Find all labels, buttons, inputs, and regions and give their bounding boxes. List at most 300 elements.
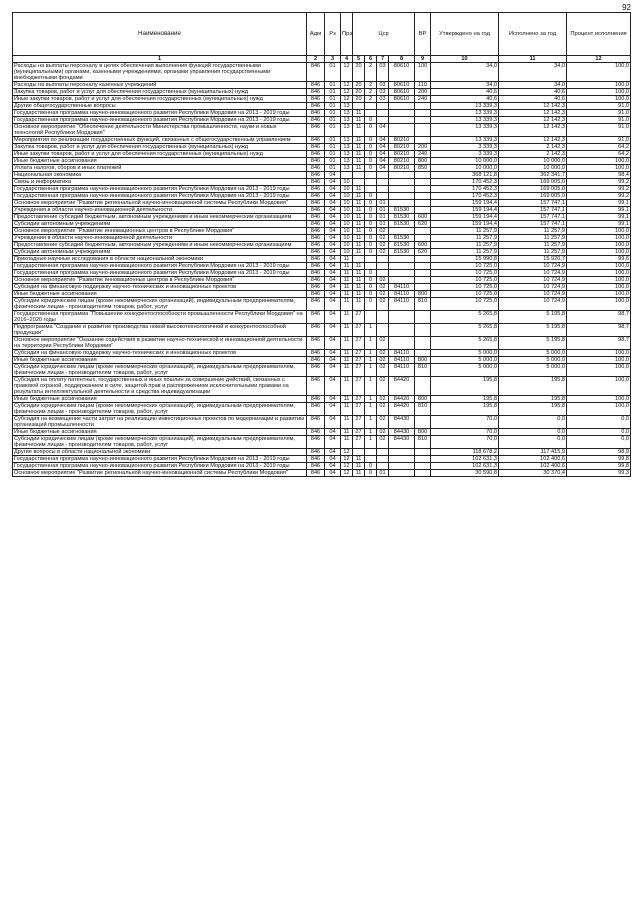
executed-amount-cell: 117 415,9	[499, 449, 567, 456]
vr-cell: 240	[415, 96, 431, 103]
csr-program-cell: 27	[353, 403, 365, 416]
column-number: 7	[377, 56, 389, 63]
adm-cell: 846	[307, 172, 325, 179]
prz-cell: 12	[341, 456, 353, 463]
csr-direction-cell	[389, 179, 415, 186]
vr-cell: 800	[415, 291, 431, 298]
approved-amount-cell: 5 000,0	[431, 350, 499, 357]
table-row	[13, 82, 631, 89]
vr-cell: 800	[415, 357, 431, 364]
approved-amount-cell: 13 339,3	[431, 137, 499, 144]
adm-cell: 846	[307, 311, 325, 324]
rz-cell: 04	[325, 186, 341, 193]
table-row	[13, 207, 631, 214]
table-row	[13, 144, 631, 151]
prz-cell: 12	[341, 89, 353, 96]
prz-cell: 10	[341, 242, 353, 249]
vr-cell	[415, 193, 431, 200]
csr-event-cell	[377, 193, 389, 200]
percent-cell: 99,1	[567, 207, 631, 214]
csr-event-cell: 02	[377, 235, 389, 242]
table-row	[13, 416, 631, 429]
executed-amount-cell: 40,6	[499, 96, 567, 103]
csr-direction-cell	[389, 277, 415, 284]
rz-cell: 04	[325, 200, 341, 207]
csr-event-cell: 04	[377, 158, 389, 165]
csr-program-cell: 11	[353, 200, 365, 207]
csr-program-cell: 27	[353, 377, 365, 396]
csr-subprogram-cell: 1	[365, 337, 377, 350]
approved-amount-cell: 102 631,3	[431, 456, 499, 463]
csr-subprogram-cell: 0	[365, 470, 377, 477]
vr-cell: 810	[415, 364, 431, 377]
row-name-cell: Основное мероприятие "Развитие инновационных центров в Республике Мордовия"	[13, 228, 307, 235]
row-name-cell: Иные бюджетные ассигнования	[13, 357, 307, 364]
rz-cell: 01	[325, 89, 341, 96]
csr-event-cell: 02	[377, 277, 389, 284]
adm-cell: 846	[307, 256, 325, 263]
table-row	[13, 186, 631, 193]
table-row	[13, 396, 631, 403]
header-approved: Утверждено на год	[431, 13, 499, 56]
csr-event-cell	[377, 324, 389, 337]
executed-amount-cell: 0,0	[499, 416, 567, 429]
executed-amount-cell: 11 257,9	[499, 242, 567, 249]
vr-cell	[415, 470, 431, 477]
row-name-cell: Основное мероприятие "Развитие инновационных центров в Республике Мордовия"	[13, 277, 307, 284]
vr-cell	[415, 103, 431, 110]
table-row	[13, 96, 631, 103]
executed-amount-cell: 102 400,6	[499, 456, 567, 463]
csr-program-cell: 11	[353, 463, 365, 470]
adm-cell: 846	[307, 214, 325, 221]
row-name-cell: Иные бюджетные ассигнования	[13, 429, 307, 436]
csr-program-cell: 27	[353, 436, 365, 449]
csr-direction-cell	[389, 193, 415, 200]
approved-amount-cell: 70,0	[431, 436, 499, 449]
csr-program-cell: 11	[353, 151, 365, 158]
row-name-cell: Субсидия на оплату патентных, государственных и иных пошлин за совершение действий, связанных с правовой охраной, поддержанием в силе, защитой прав и распоряжением исключительными правами на результаты интеллектуальной деятельности и средства индивидуализации	[13, 377, 307, 396]
csr-event-cell	[377, 463, 389, 470]
rz-cell: 01	[325, 137, 341, 144]
vr-cell	[415, 456, 431, 463]
rz-cell: 04	[325, 235, 341, 242]
header-row	[13, 13, 631, 56]
vr-cell	[415, 270, 431, 277]
vr-cell: 240	[415, 151, 431, 158]
csr-direction-cell	[389, 200, 415, 207]
csr-direction-cell	[389, 337, 415, 350]
table-row	[13, 337, 631, 350]
csr-program-cell: 11	[353, 193, 365, 200]
prz-cell: 11	[341, 377, 353, 396]
vr-cell	[415, 337, 431, 350]
table-row	[13, 463, 631, 470]
percent-cell: 100,0	[567, 228, 631, 235]
table-row	[13, 124, 631, 137]
csr-program-cell: 11	[353, 291, 365, 298]
header-executed: Исполнено за год	[499, 13, 567, 56]
percent-cell: 98,7	[567, 337, 631, 350]
csr-program-cell: 11	[353, 284, 365, 291]
vr-cell	[415, 324, 431, 337]
adm-cell: 846	[307, 165, 325, 172]
table-row	[13, 103, 631, 110]
executed-amount-cell: 2 142,3	[499, 151, 567, 158]
table-row	[13, 110, 631, 117]
prz-cell: 11	[341, 357, 353, 364]
csr-subprogram-cell: 0	[365, 228, 377, 235]
csr-direction-cell: 84430	[389, 416, 415, 429]
csr-event-cell: 03	[377, 82, 389, 89]
prz-cell: 11	[341, 284, 353, 291]
row-name-cell: Субсидии юридическим лицам (кроме некоммерческих организаций), индивидуальным предпринимателям, физическим лицам - производителям товаров, работ, услуг	[13, 403, 307, 416]
table-row	[13, 429, 631, 436]
approved-amount-cell: 40,6	[431, 96, 499, 103]
adm-cell: 846	[307, 242, 325, 249]
prz-cell: 10	[341, 207, 353, 214]
prz-cell: 11	[341, 337, 353, 350]
csr-direction-cell	[389, 186, 415, 193]
csr-direction-cell: 84110	[389, 284, 415, 291]
adm-cell: 846	[307, 429, 325, 436]
csr-event-cell: 02	[377, 364, 389, 377]
table-row	[13, 291, 631, 298]
rz-cell: 01	[325, 103, 341, 110]
csr-direction-cell: 80210	[389, 151, 415, 158]
csr-subprogram-cell: 0	[365, 124, 377, 137]
header-vr: ВР	[415, 13, 431, 56]
csr-event-cell: 01	[377, 207, 389, 214]
approved-amount-cell: 10 725,0	[431, 277, 499, 284]
csr-direction-cell: 84110	[389, 291, 415, 298]
csr-direction-cell	[389, 117, 415, 124]
row-name-cell: Другие вопросы в области национальной экономики	[13, 449, 307, 456]
executed-amount-cell: 2 142,3	[499, 144, 567, 151]
csr-event-cell: 03	[377, 89, 389, 96]
csr-event-cell	[377, 311, 389, 324]
adm-cell: 846	[307, 151, 325, 158]
percent-cell: 64,2	[567, 151, 631, 158]
executed-amount-cell: 195,8	[499, 377, 567, 396]
approved-amount-cell: 11 257,9	[431, 242, 499, 249]
csr-event-cell: 02	[377, 242, 389, 249]
prz-cell: 10	[341, 200, 353, 207]
adm-cell: 846	[307, 277, 325, 284]
approved-amount-cell: 159 194,4	[431, 200, 499, 207]
prz-cell: 10	[341, 193, 353, 200]
approved-amount-cell: 13 339,3	[431, 103, 499, 110]
vr-cell: 100	[415, 63, 431, 82]
adm-cell: 846	[307, 200, 325, 207]
rz-cell: 04	[325, 403, 341, 416]
csr-direction-cell	[389, 110, 415, 117]
approved-amount-cell: 15 990,8	[431, 256, 499, 263]
csr-subprogram-cell: 1	[365, 396, 377, 403]
approved-amount-cell: 159 194,4	[431, 207, 499, 214]
prz-cell: 12	[341, 463, 353, 470]
percent-cell: 100,0	[567, 63, 631, 82]
prz-cell: 11	[341, 364, 353, 377]
csr-direction-cell	[389, 172, 415, 179]
csr-direction-cell	[389, 270, 415, 277]
executed-amount-cell: 5 000,0	[499, 364, 567, 377]
row-name-cell: Субсидии юридическим лицам (кроме некоммерческих организаций), индивидуальным предпринимателям, физическим лицам - производителям товаров, работ, услуг	[13, 436, 307, 449]
header-percent: Процент исполнения	[567, 13, 631, 56]
table-row	[13, 214, 631, 221]
rz-cell: 04	[325, 377, 341, 396]
rz-cell: 04	[325, 221, 341, 228]
column-number: 8	[389, 56, 415, 63]
csr-subprogram-cell: 0	[365, 117, 377, 124]
csr-subprogram-cell	[365, 110, 377, 117]
csr-event-cell: 02	[377, 429, 389, 436]
csr-subprogram-cell	[365, 103, 377, 110]
approved-amount-cell: 368 121,8	[431, 172, 499, 179]
percent-cell: 91,0	[567, 117, 631, 124]
percent-cell: 99,3	[567, 470, 631, 477]
csr-program-cell: 27	[353, 364, 365, 377]
row-name-cell: Государственная программа научно-инновационного развития Республики Мордовия на 2013 - 2019 годы	[13, 193, 307, 200]
vr-cell: 810	[415, 436, 431, 449]
csr-event-cell	[377, 256, 389, 263]
prz-cell: 11	[341, 429, 353, 436]
executed-amount-cell: 11 257,9	[499, 228, 567, 235]
csr-subprogram-cell: 0	[365, 270, 377, 277]
executed-amount-cell: 157 747,1	[499, 207, 567, 214]
csr-subprogram-cell: 1	[365, 436, 377, 449]
adm-cell: 846	[307, 207, 325, 214]
csr-subprogram-cell: 0	[365, 151, 377, 158]
prz-cell: 13	[341, 158, 353, 165]
table-row	[13, 364, 631, 377]
percent-cell: 100,0	[567, 298, 631, 311]
executed-amount-cell: 0,0	[499, 429, 567, 436]
table-row	[13, 242, 631, 249]
vr-cell: 800	[415, 396, 431, 403]
csr-program-cell: 11	[353, 249, 365, 256]
vr-cell	[415, 110, 431, 117]
csr-program-cell: 11	[353, 277, 365, 284]
percent-cell: 99,2	[567, 179, 631, 186]
vr-cell	[415, 449, 431, 456]
table-row	[13, 284, 631, 291]
csr-event-cell: 01	[377, 470, 389, 477]
csr-subprogram-cell	[365, 263, 377, 270]
row-name-cell: Государственная программа научно-инновационного развития Республики Мордовия на 2013 - 2019 годы	[13, 110, 307, 117]
prz-cell: 11	[341, 298, 353, 311]
adm-cell: 846	[307, 377, 325, 396]
prz-cell: 13	[341, 151, 353, 158]
csr-direction-cell: 81530	[389, 221, 415, 228]
prz-cell: 11	[341, 416, 353, 429]
table-row	[13, 263, 631, 270]
rz-cell: 04	[325, 357, 341, 364]
approved-amount-cell: 170 452,3	[431, 193, 499, 200]
percent-cell: 100,0	[567, 263, 631, 270]
rz-cell: 04	[325, 263, 341, 270]
prz-cell: 12	[341, 449, 353, 456]
row-name-cell: Связь и информатика	[13, 179, 307, 186]
row-name-cell: Иные закупки товаров, работ и услуг для обеспечения государственных (муниципальных) нужд	[13, 151, 307, 158]
percent-cell: 100,0	[567, 89, 631, 96]
csr-program-cell: 11	[353, 235, 365, 242]
executed-amount-cell: 169 005,0	[499, 193, 567, 200]
vr-cell	[415, 124, 431, 137]
percent-cell: 91,0	[567, 110, 631, 117]
approved-amount-cell: 5 000,0	[431, 364, 499, 377]
csr-direction-cell: 81530	[389, 249, 415, 256]
prz-cell: 13	[341, 103, 353, 110]
adm-cell: 846	[307, 63, 325, 82]
approved-amount-cell: 159 194,4	[431, 221, 499, 228]
prz-cell: 11	[341, 291, 353, 298]
csr-event-cell	[377, 103, 389, 110]
percent-cell: 64,2	[567, 144, 631, 151]
csr-subprogram-cell: 1	[365, 324, 377, 337]
approved-amount-cell: 30 590,8	[431, 470, 499, 477]
csr-direction-cell: 81530	[389, 235, 415, 242]
row-name-cell: Прикладные научные исследования в области национальной экономики	[13, 256, 307, 263]
prz-cell: 11	[341, 396, 353, 403]
approved-amount-cell: 195,8	[431, 403, 499, 416]
prz-cell: 10	[341, 221, 353, 228]
csr-subprogram-cell: 0	[365, 200, 377, 207]
rz-cell: 04	[325, 228, 341, 235]
executed-amount-cell: 10 724,9	[499, 291, 567, 298]
table-row	[13, 249, 631, 256]
executed-amount-cell: 5 195,8	[499, 337, 567, 350]
adm-cell: 846	[307, 144, 325, 151]
table-row	[13, 277, 631, 284]
executed-amount-cell: 40,6	[499, 89, 567, 96]
row-name-cell: Основное мероприятие "Оказание содействия в развитии научно-технической и инновационной деятельности на территории Республики Мордовия"	[13, 337, 307, 350]
csr-direction-cell	[389, 263, 415, 270]
percent-cell: 98,7	[567, 311, 631, 324]
rz-cell: 04	[325, 311, 341, 324]
csr-program-cell: 27	[353, 396, 365, 403]
prz-cell: 13	[341, 124, 353, 137]
csr-program-cell: 11	[353, 117, 365, 124]
csr-program-cell: 11	[353, 270, 365, 277]
prz-cell: 13	[341, 110, 353, 117]
percent-cell: 100,0	[567, 277, 631, 284]
csr-subprogram-cell: 1	[365, 350, 377, 357]
percent-cell: 100,0	[567, 377, 631, 396]
adm-cell: 846	[307, 235, 325, 242]
csr-event-cell: 01	[377, 200, 389, 207]
percent-cell: 99,8	[567, 456, 631, 463]
row-name-cell: Основное мероприятие "Развитие региональной научно-инновационной системы Республики Мордовия"	[13, 200, 307, 207]
row-name-cell: Государственная программа научно-инновационного развития Республики Мордовия на 2013 - 2019 годы	[13, 463, 307, 470]
csr-program-cell: 27	[353, 337, 365, 350]
rz-cell: 04	[325, 396, 341, 403]
vr-cell: 620	[415, 249, 431, 256]
rz-cell: 01	[325, 124, 341, 137]
approved-amount-cell: 10 725,0	[431, 284, 499, 291]
table-row	[13, 270, 631, 277]
prz-cell: 11	[341, 350, 353, 357]
rz-cell: 04	[325, 179, 341, 186]
csr-program-cell	[353, 103, 365, 110]
percent-cell: 100,0	[567, 235, 631, 242]
approved-amount-cell: 11 257,9	[431, 249, 499, 256]
column-number: 6	[365, 56, 377, 63]
table-row	[13, 165, 631, 172]
rz-cell: 01	[325, 158, 341, 165]
executed-amount-cell: 12 142,3	[499, 110, 567, 117]
table-row	[13, 63, 631, 82]
csr-subprogram-cell: 1	[365, 357, 377, 364]
percent-cell: 100,0	[567, 242, 631, 249]
table-row	[13, 449, 631, 456]
executed-amount-cell: 11 257,9	[499, 249, 567, 256]
percent-cell: 99,1	[567, 214, 631, 221]
rz-cell: 04	[325, 270, 341, 277]
csr-subprogram-cell: 2	[365, 89, 377, 96]
csr-subprogram-cell: 0	[365, 144, 377, 151]
approved-amount-cell: 34,0	[431, 82, 499, 89]
rz-cell: 01	[325, 82, 341, 89]
executed-amount-cell: 5 195,8	[499, 324, 567, 337]
approved-amount-cell: 11 257,9	[431, 235, 499, 242]
rz-cell: 04	[325, 456, 341, 463]
percent-cell: 0,0	[567, 436, 631, 449]
prz-cell: 13	[341, 117, 353, 124]
csr-event-cell	[377, 456, 389, 463]
csr-subprogram-cell: 1	[365, 403, 377, 416]
approved-amount-cell: 10 725,0	[431, 298, 499, 311]
csr-direction-cell: 84420	[389, 377, 415, 396]
csr-program-cell	[353, 172, 365, 179]
vr-cell	[415, 228, 431, 235]
csr-event-cell: 02	[377, 416, 389, 429]
csr-event-cell: 02	[377, 436, 389, 449]
csr-event-cell: 02	[377, 291, 389, 298]
csr-direction-cell: 84430	[389, 429, 415, 436]
approved-amount-cell: 10 725,0	[431, 291, 499, 298]
vr-cell	[415, 256, 431, 263]
rz-cell: 04	[325, 256, 341, 263]
csr-program-cell: 11	[353, 124, 365, 137]
percent-cell: 98,4	[567, 172, 631, 179]
column-number: 11	[499, 56, 567, 63]
adm-cell: 846	[307, 96, 325, 103]
vr-cell: 810	[415, 298, 431, 311]
csr-subprogram-cell: 0	[365, 463, 377, 470]
csr-event-cell: 02	[377, 396, 389, 403]
csr-program-cell: 11	[353, 137, 365, 144]
vr-cell	[415, 235, 431, 242]
executed-amount-cell: 169 005,0	[499, 186, 567, 193]
approved-amount-cell: 13 339,3	[431, 117, 499, 124]
approved-amount-cell: 159 194,4	[431, 214, 499, 221]
adm-cell: 846	[307, 416, 325, 429]
table-row	[13, 193, 631, 200]
vr-cell: 600	[415, 242, 431, 249]
row-name-cell: Учреждения в области научно-инновационной деятельности	[13, 235, 307, 242]
executed-amount-cell: 195,8	[499, 403, 567, 416]
column-number-row	[13, 56, 631, 63]
rz-cell: 04	[325, 277, 341, 284]
table-row	[13, 117, 631, 124]
csr-direction-cell: 80210	[389, 165, 415, 172]
rz-cell: 04	[325, 284, 341, 291]
csr-event-cell	[377, 179, 389, 186]
prz-cell	[341, 172, 353, 179]
rz-cell: 04	[325, 291, 341, 298]
csr-program-cell: 11	[353, 228, 365, 235]
